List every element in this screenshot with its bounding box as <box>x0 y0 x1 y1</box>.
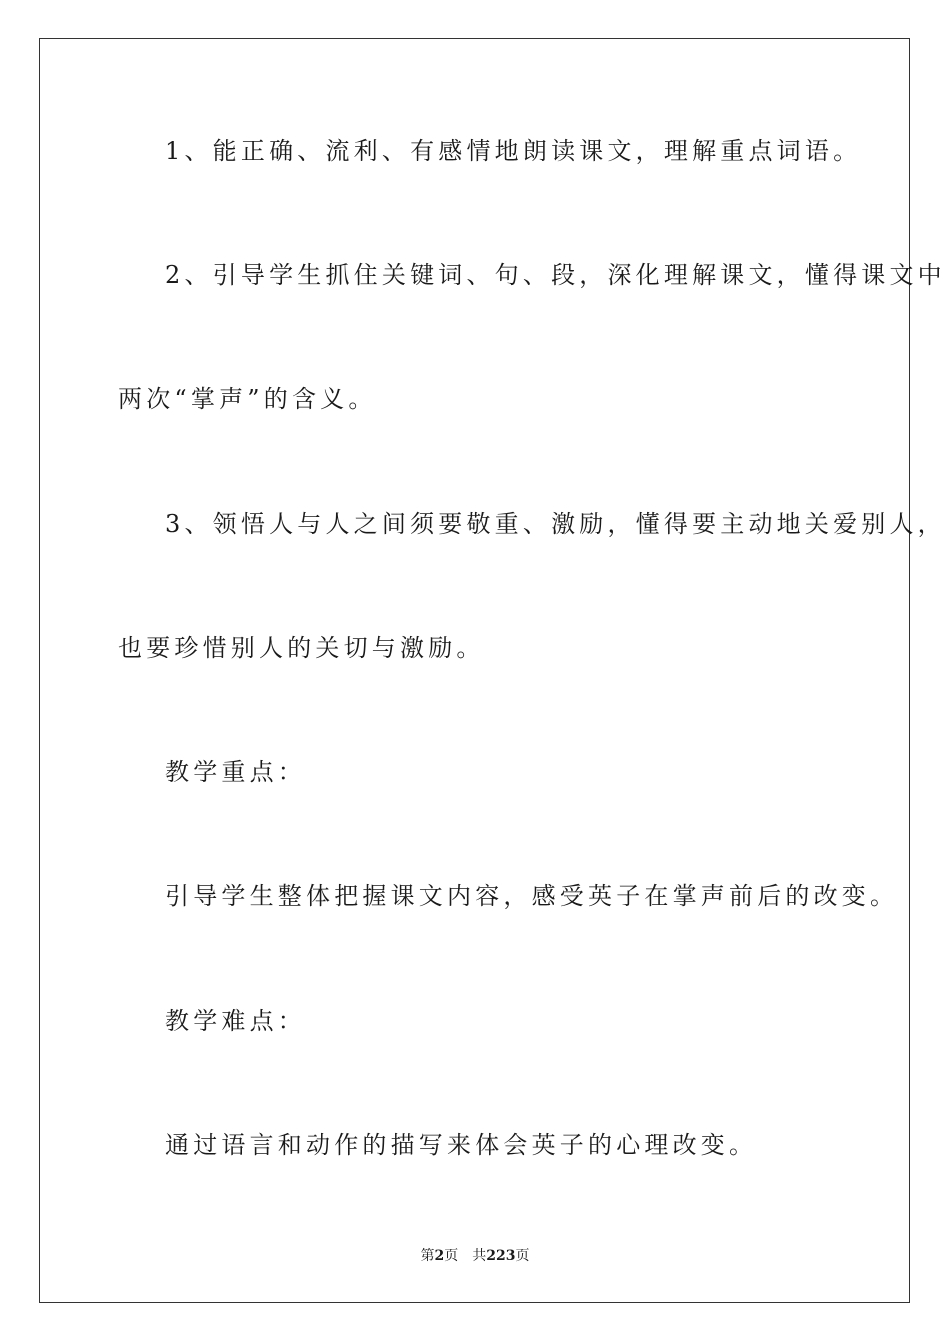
objective-1: 1、能正确、流利、有感情地朗读课文，理解重点词语。 <box>165 137 862 165</box>
objective-3-continued: 也要珍惜别人的关切与激励。 <box>118 634 485 662</box>
footer-page-number: 2 <box>434 1248 445 1264</box>
footer-page-suffix: 页 <box>444 1248 459 1264</box>
objective-3: 3、领悟人与人之间须要敬重、激励，懂得要主动地关爱别人， <box>165 510 946 538</box>
objective-2-continued: 两次“掌声”的含义。 <box>118 385 377 413</box>
footer-total-prefix: 共 <box>472 1248 487 1264</box>
footer-page-prefix: 第 <box>420 1248 435 1264</box>
difficulty-heading: 教学难点： <box>165 1007 306 1035</box>
difficulty-text: 通过语言和动作的描写来体会英子的心理改变。 <box>165 1131 758 1159</box>
objective-2: 2、引导学生抓住关键词、句、段，深化理解课文，懂得课文中 <box>165 261 946 289</box>
footer-total-suffix: 页 <box>515 1248 530 1264</box>
footer-total-number: 223 <box>486 1248 516 1264</box>
key-point-heading: 教学重点： <box>165 758 306 786</box>
page-footer <box>0 1246 950 1266</box>
key-point-text: 引导学生整体把握课文内容，感受英子在掌声前后的改变。 <box>165 882 899 910</box>
page-border <box>39 38 910 1303</box>
